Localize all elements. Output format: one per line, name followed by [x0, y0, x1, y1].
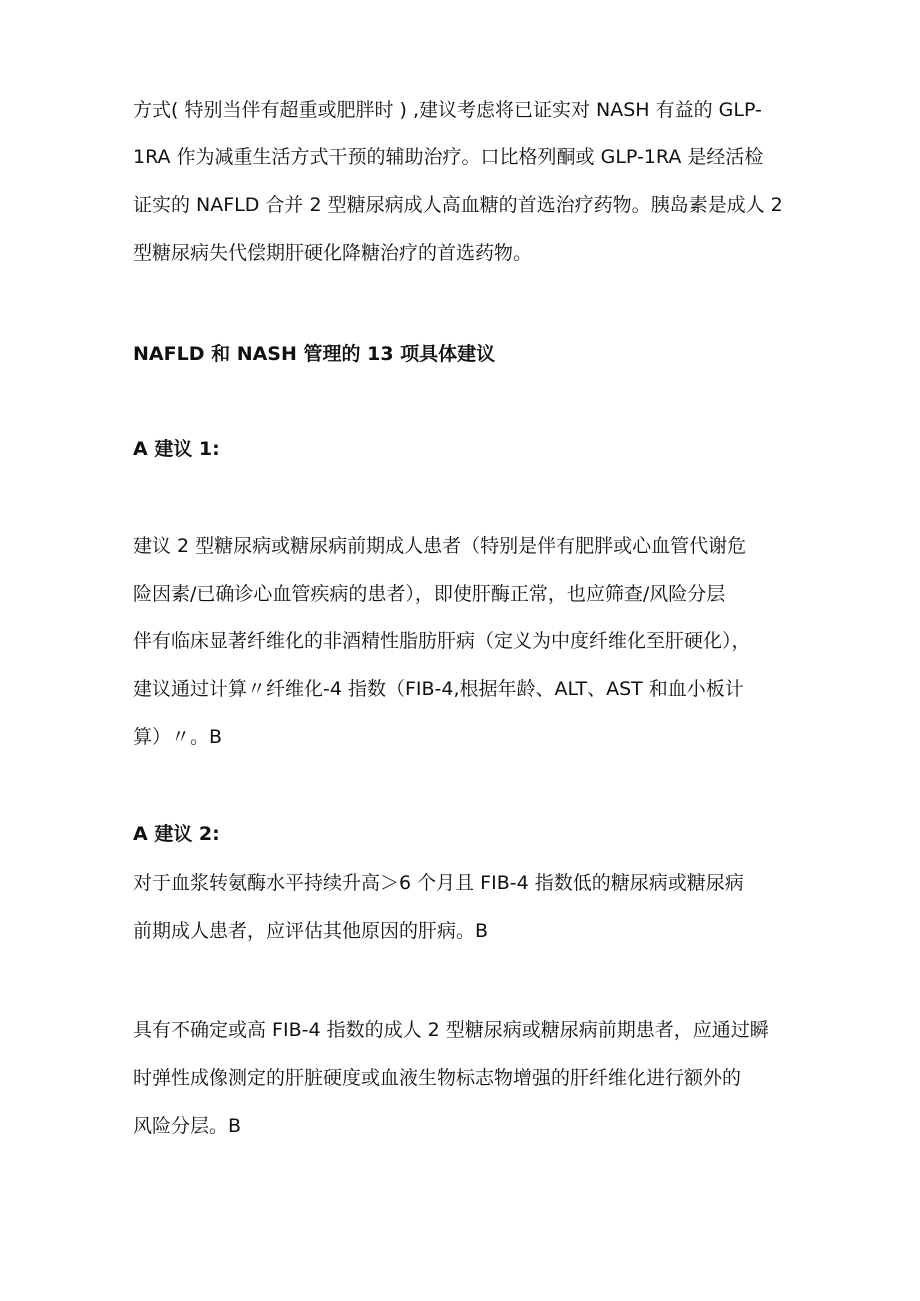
rec2-line-1: 对于血浆转氨酶水平持续升高＞6 个月且 FIB-4 指数低的糖尿病或糖尿病 [133, 872, 744, 894]
rec2-title: A 建议 2: [133, 823, 220, 845]
rec2-extra-line-3: 风险分层。B [133, 1115, 242, 1137]
rec1-title: A 建议 1: [133, 438, 220, 460]
rec2-line-2: 前期成人患者，应评估其他原因的肝病。B [133, 920, 489, 942]
rec1-line-5: 算）〃。B [133, 726, 223, 748]
intro-line-2: 1RA 作为减重生活方式干预的辅助治疗。口比格列酮或 GLP-1RA 是经活检 [133, 146, 764, 168]
rec1-line-3: 伴有临床显著纤维化的非酒精性脂肪肝病（定义为中度纤维化至肝硬化）， [133, 630, 751, 652]
intro-line-1: 方式( 特别当伴有超重或肥胖时 ) ,建议考虑将已证实对 NASH 有益的 GLP- [133, 99, 762, 121]
rec2-extra-line-2: 时弹性成像测定的肝脏硬度或血液生物标志物增强的肝纤维化进行额外的 [133, 1067, 742, 1089]
rec2-extra-line-1: 具有不确定或高 FIB-4 指数的成人 2 型糖尿病或糖尿病前期患者，应通过瞬 [133, 1019, 769, 1041]
intro-line-4: 型糖尿病失代偿期肝硬化降糖治疗的首选药物。 [133, 242, 533, 264]
intro-line-3: 证实的 NAFLD 合并 2 型糖尿病成人高血糖的首选治疗药物。胰岛素是成人 2 [133, 194, 783, 216]
section-heading: NAFLD 和 NASH 管理的 13 项具体建议 [133, 343, 496, 365]
rec1-line-1: 建议 2 型糖尿病或糖尿病前期成人患者（特别是伴有肥胖或心血管代谢危 [133, 535, 747, 557]
rec1-line-4: 建议通过计算〃纤维化-4 指数（FIB-4,根据年龄、ALT、AST 和血小板计 [133, 678, 744, 700]
rec1-line-2: 险因素/已确诊心血管疾病的患者），即使肝酶正常，也应筛查/风险分层 [133, 583, 726, 605]
